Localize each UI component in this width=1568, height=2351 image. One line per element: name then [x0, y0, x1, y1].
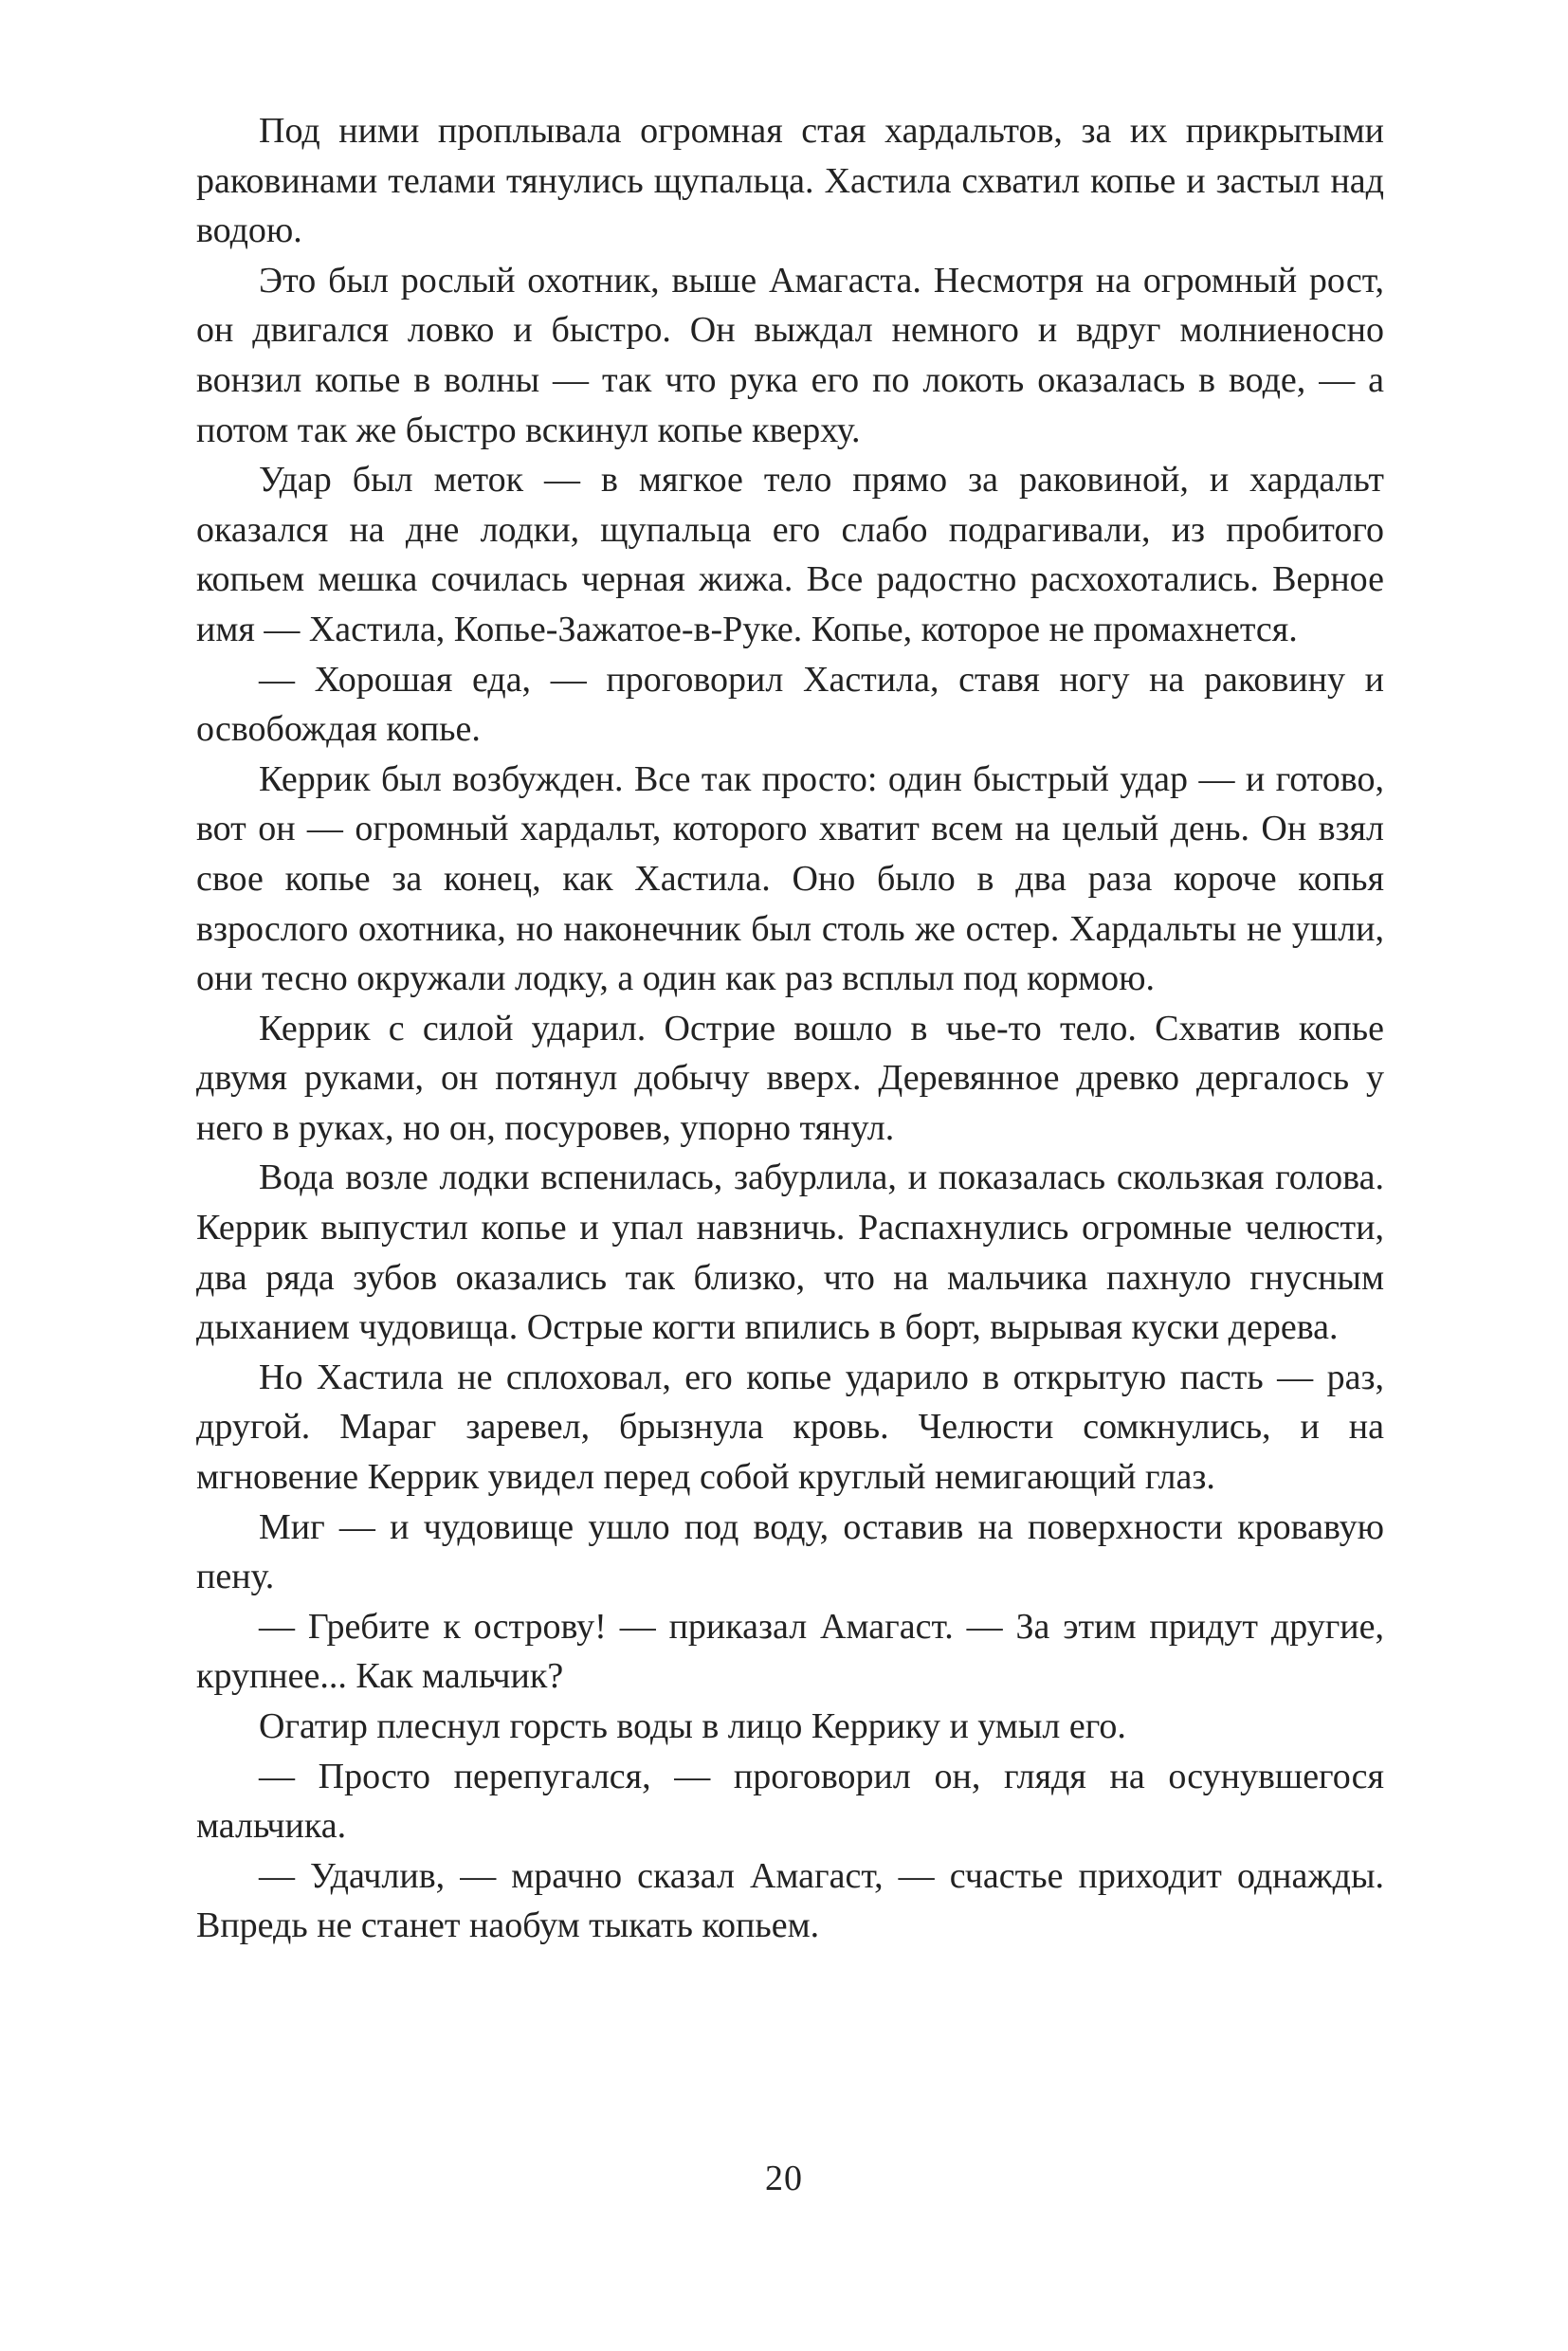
paragraph: — Гребите к острову! — приказал Амагаст. — За этим придут другие, крупнее... Как мальчик?: [196, 1606, 1384, 1697]
paragraph: Но Хастила не сплоховал, его копье ударило в открытую пасть — раз, другой. Мараг заревел, брызнула кровь. Челюсти сомкнулись, и на мгновение Керрик увидел перед собой круглый немигающий глаз.: [196, 1357, 1384, 1498]
paragraph: Вода возле лодки вспенилась, забурлила, и показалась скользкая голова. Керрик выпустил копье и упал навзничь. Распахнулись огромные челюсти, два ряда зубов оказались так близко, что на мальчика пахнуло гнусным дыханием чудовища. Острые когти впились в борт, вырывая куски дерева.: [196, 1157, 1384, 1348]
paragraph: Керрик с силой ударил. Острие вошло в чье-то тело. Схватив копье двумя руками, он потянул добычу вверх. Деревянное древко дергалось у него в руках, но он, посуровев, упорно тянул.: [196, 1008, 1384, 1148]
paragraph: — Хорошая еда, — проговорил Хастила, ставя ногу на раковину и освобождая копье.: [196, 659, 1384, 750]
paragraph: Керрик был возбужден. Все так просто: один быстрый удар — и готово, вот он — огромный хардальт, которого хватит всем на целый день. Он взял свое копье за конец, как Хастила. Оно было в два раза короче копья взрослого охотника, но наконечник был столь же остер. Хардальты не ушли, они тесно окружали лодку, а один как раз всплыл под кормою.: [196, 758, 1384, 999]
paragraph: Огатир плеснул горсть воды в лицо Керрику и умыл его.: [259, 1706, 1126, 1746]
body-text: [196, 106, 1384, 1951]
paragraph: Под ними проплывала огромная стая хардальтов, за их прикрытыми раковинами телами тянулись щупальца. Хастила схватил копье и застыл над водою.: [196, 111, 1384, 251]
paragraph: — Просто перепугался, — проговорил он, глядя на осунувшегося мальчика.: [196, 1756, 1384, 1847]
paragraph: Удар был меток — в мягкое тело прямо за раковиной, и хардальт оказался на дне лодки, щупальца его слабо подрагивали, из пробитого копьем мешка сочилась черная жижа. Все радостно расхохотались. Верное имя — Хастила, Копье-Зажатое-в-Руке. Копье, которое не промахнется.: [196, 460, 1384, 649]
paragraph: Миг — и чудовище ушло под воду, оставив на поверхности кровавую пену.: [196, 1506, 1384, 1597]
page-number: 20: [765, 2159, 803, 2198]
paragraph: Это был рослый охотник, выше Амагаста. Несмотря на огромный рост, он двигался ловко и быстро. Он выждал немного и вдруг молниеносно вонзил копье в волны — так что рука его по локоть оказалась в воде, — а потом так же быстро вскинул копье кверху.: [196, 260, 1384, 450]
paragraph: — Удачлив, — мрачно сказал Амагаст, — счастье приходит однажды. Впредь не станет наобум тыкать копьем.: [196, 1855, 1384, 1946]
